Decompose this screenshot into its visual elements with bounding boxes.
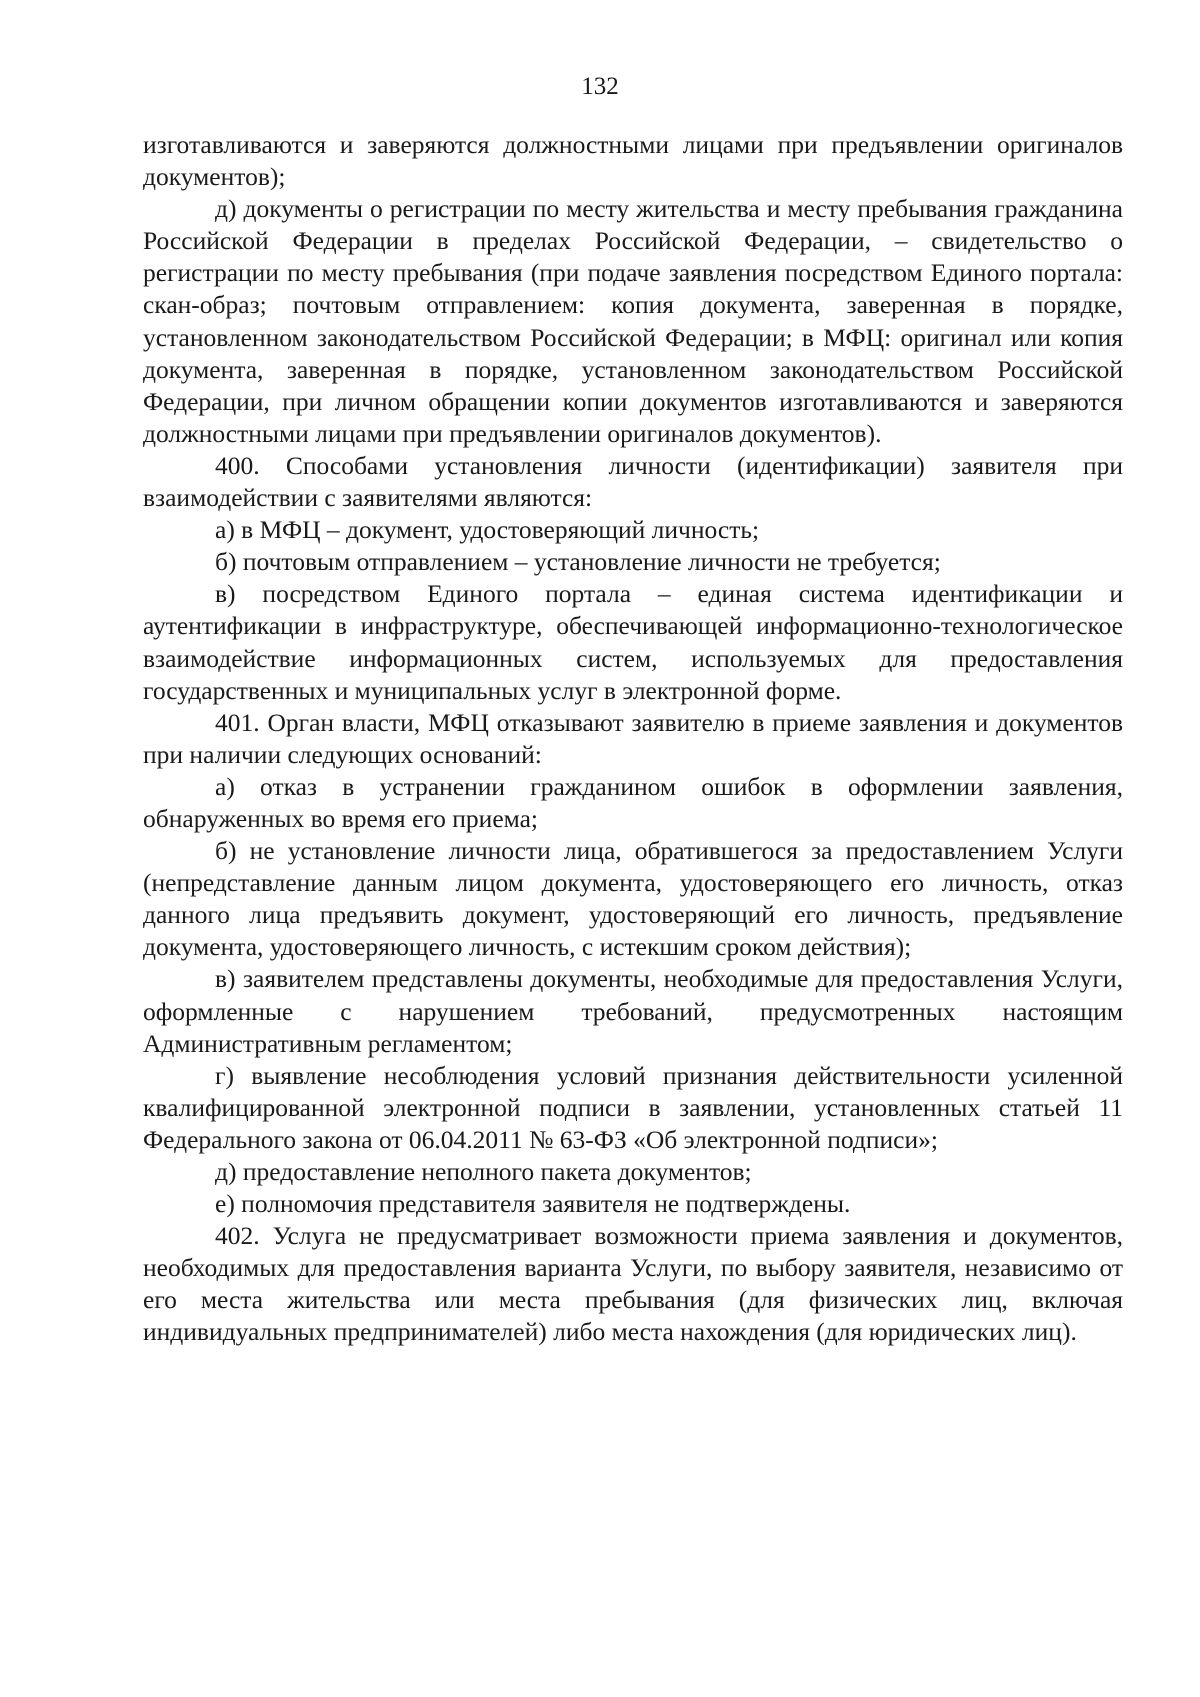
document-body	[143, 129, 1123, 1349]
paragraph-401-d: д) предоставление неполного пакета документов;	[215, 1157, 752, 1186]
paragraph-400: 400. Способами установления личности (идентификации) заявителя при взаимодействии с заявителями являются:	[143, 450, 1123, 513]
paragraph-continuation: изготавливаются и заверяются должностными лицами при предъявлении оригиналов документов);	[143, 130, 1123, 192]
paragraph-401-v: в) заявителем представлены документы, необходимые для предоставления Услуги, оформленные с нарушением требований, предусмотренных настоящим Административным регламентом;	[143, 964, 1123, 1058]
page-number: 132	[581, 73, 619, 100]
paragraph-401-e: е) полномочия представителя заявителя не подтверждены.	[215, 1189, 851, 1219]
paragraph-402: 402. Услуга не предусматривает возможности приема заявления и документов, необходимых для предоставления варианта Услуги, по выбору заявителя, независимо от его места жительства или места пребывания (для физических лиц, включая индивидуальных предпринимателей) либо места нахождения (для юридических лиц).	[143, 1221, 1123, 1347]
paragraph-400-b: б) почтовым отправлением – установление личности не требуется;	[215, 547, 941, 577]
paragraph-401: 401. Орган власти, МФЦ отказывают заявителю в приеме заявления и документов при наличии следующих оснований:	[143, 707, 1123, 769]
paragraph-401-b: б) не установление личности лица, обратившегося за предоставлением Услуги (непредставление данным лицом документа, удостоверяющего его личность, отказ данного лица предъявить документ, удостоверяющий его личность, предъявление документа, удостоверяющего личность, с истекшим сроком действия);	[143, 836, 1123, 962]
paragraph-401-g: г) выявление несоблюдения условий признания действительности усиленной квалифицированной электронной подписи в заявлении, установленных статьей 11 Федерального закона от 06.04.2011 № 63-ФЗ «Об электронной подписи»;	[143, 1060, 1123, 1154]
paragraph-400-v: в) посредством Единого портала – единая система идентификации и аутентификации в инфраструктуре, обеспечивающей информационно-технологическое взаимодействие информационных систем, используемых для предоставления государственных и муниципальных услуг в электронной форме.	[143, 579, 1123, 705]
paragraph-401-a: а) отказ в устранении гражданином ошибок в оформлении заявления, обнаруженных во время его приема;	[143, 771, 1123, 833]
paragraph-item-d-registration: д) документы о регистрации по месту жительства и месту пребывания гражданина Российской Федерации в пределах Российской Федерации, – свидетельство о регистрации по месту пребывания (при подаче заявления посредством Единого портала: скан-образ; почтовым отправлением: копия документа, заверенная в порядке, установленном законодательством Российской Федерации; в МФЦ: оригинал или копия документа, заверенная в порядке, установленном законодательством Российской Федерации, при личном обращении копии документов изготавливаются и заверяются должностными лицами при предъявлении оригиналов документов).	[143, 194, 1123, 448]
paragraph-400-a: а) в МФЦ – документ, удостоверяющий личность;	[215, 515, 760, 545]
